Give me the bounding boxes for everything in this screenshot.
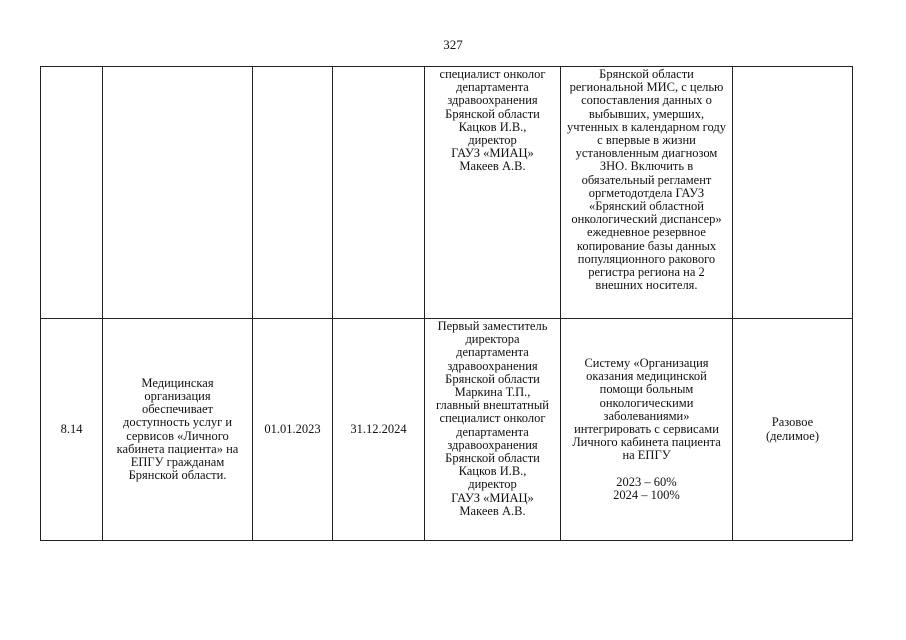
end-date-cell: 31.12.2024: [333, 319, 425, 541]
responsible-cell: Первый заместитель директора департамента здравоохранения Брянской области Маркина Т.П., главный внештатный специалист онколог департамента здравоохранения Брянской области Кацков И.В., директор ГАУЗ «МИАЦ» Макеев А.В.: [425, 319, 561, 541]
start-date-cell: 01.01.2023: [253, 319, 333, 541]
result-cell: Брянской области региональной МИС, с целью сопоставления данных о выбывших, умерших, учтенных в календарном году с впервые в жизни установленным диагнозом ЗНО. Включить в обязательный регламент оргметодотдела ГАУЗ «Брянский областной онкологический диспансер» ежедневное резервное копирование базы данных популяционного ракового регистра региона на 2 внешних носителя.: [561, 67, 733, 319]
responsible-cell: специалист онколог департамента здравоохранения Брянской области Кацков И.В., директор ГАУЗ «МИАЦ» Макеев А.В.: [425, 67, 561, 319]
end-date-cell: [333, 67, 425, 319]
type-cell: [733, 67, 853, 319]
start-date-cell: [253, 67, 333, 319]
table-row: [41, 319, 853, 541]
description-cell: [103, 67, 253, 319]
measures-table: [40, 66, 853, 541]
number-cell: [41, 67, 103, 319]
result-cell: Систему «Организация оказания медицинской помощи больным онкологическими заболеваниями» интегрировать с сервисами Личного кабинета пациента на ЕПГУ 2023 – 60% 2024 – 100%: [561, 319, 733, 541]
table-row: [41, 67, 853, 319]
description-cell: Медицинская организация обеспечивает доступность услуг и сервисов «Личного кабинета пациента» на ЕПГУ гражданам Брянской области.: [103, 319, 253, 541]
number-cell: 8.14: [41, 319, 103, 541]
type-cell: Разовое (делимое): [733, 319, 853, 541]
page-number: 327: [443, 37, 463, 52]
